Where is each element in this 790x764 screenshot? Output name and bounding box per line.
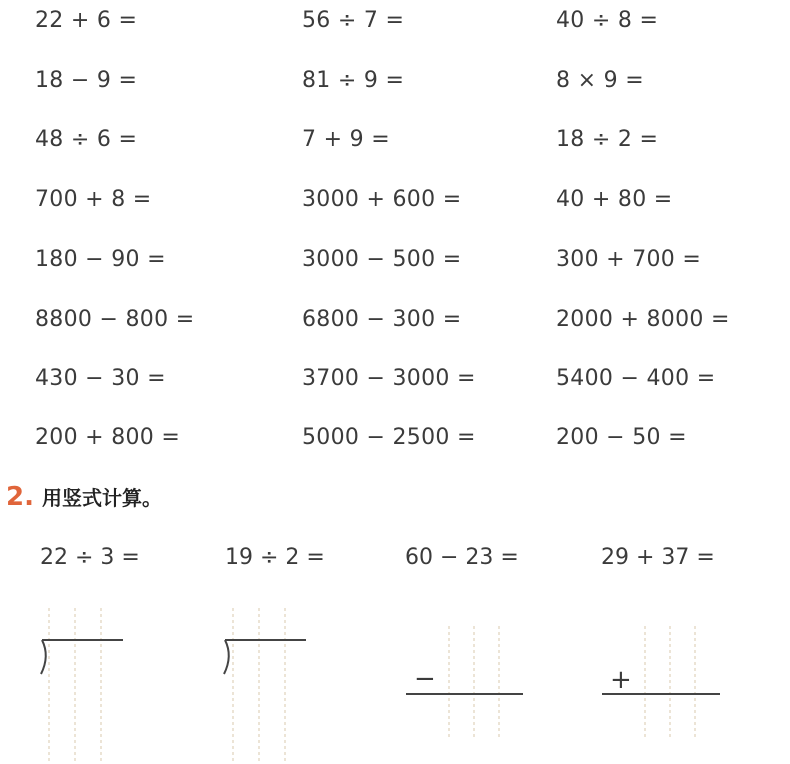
problem-r2-c1: 18 − 9 = xyxy=(35,68,138,93)
problem-r6-c2: 6800 − 300 = xyxy=(302,307,462,332)
division-1-bracket xyxy=(41,640,123,674)
problem-r1-c3: 40 ÷ 8 = xyxy=(556,8,659,33)
vertical-problem-3: 60 − 23 = xyxy=(405,545,519,570)
problem-r7-c1: 430 − 30 = xyxy=(35,366,166,391)
problem-r4-c3: 40 + 80 = xyxy=(556,187,673,212)
problem-r3-c1: 48 ÷ 6 = xyxy=(35,127,138,152)
problem-r8-c2: 5000 − 2500 = xyxy=(302,425,476,450)
section-2-heading xyxy=(6,482,162,512)
problem-r6-c1: 8800 − 800 = xyxy=(35,307,195,332)
division-2-guides xyxy=(233,608,285,764)
problem-r3-c2: 7 + 9 = xyxy=(302,127,390,152)
minus-sign: − xyxy=(414,664,436,694)
division-2-bracket xyxy=(224,640,306,674)
addition-guides xyxy=(645,626,695,740)
problem-r8-c1: 200 + 800 = xyxy=(35,425,181,450)
subtraction-guides xyxy=(449,626,499,740)
section-number: 2. xyxy=(6,482,34,512)
vertical-problem-1: 22 ÷ 3 = xyxy=(40,545,140,570)
problem-r4-c1: 700 + 8 = xyxy=(35,187,152,212)
problem-r1-c1: 22 + 6 = xyxy=(35,8,138,33)
problem-r1-c2: 56 ÷ 7 = xyxy=(302,8,405,33)
vertical-work-area xyxy=(0,590,790,764)
problem-r4-c2: 3000 + 600 = xyxy=(302,187,462,212)
division-1-guides xyxy=(49,608,101,764)
problem-r5-c3: 300 + 700 = xyxy=(556,247,702,272)
vertical-problem-4: 29 + 37 = xyxy=(601,545,715,570)
problem-r2-c2: 81 ÷ 9 = xyxy=(302,68,405,93)
plus-sign: + xyxy=(610,665,632,695)
section-title: 用竖式计算。 xyxy=(41,486,162,510)
problem-r5-c2: 3000 − 500 = xyxy=(302,247,462,272)
problem-r8-c3: 200 − 50 = xyxy=(556,425,687,450)
problem-r7-c2: 3700 − 3000 = xyxy=(302,366,476,391)
problem-r2-c3: 8 × 9 = xyxy=(556,68,644,93)
problem-r6-c3: 2000 + 8000 = xyxy=(556,307,730,332)
problem-r5-c1: 180 − 90 = xyxy=(35,247,166,272)
problem-r3-c3: 18 ÷ 2 = xyxy=(556,127,659,152)
vertical-problem-2: 19 ÷ 2 = xyxy=(225,545,325,570)
problem-r7-c3: 5400 − 400 = xyxy=(556,366,716,391)
